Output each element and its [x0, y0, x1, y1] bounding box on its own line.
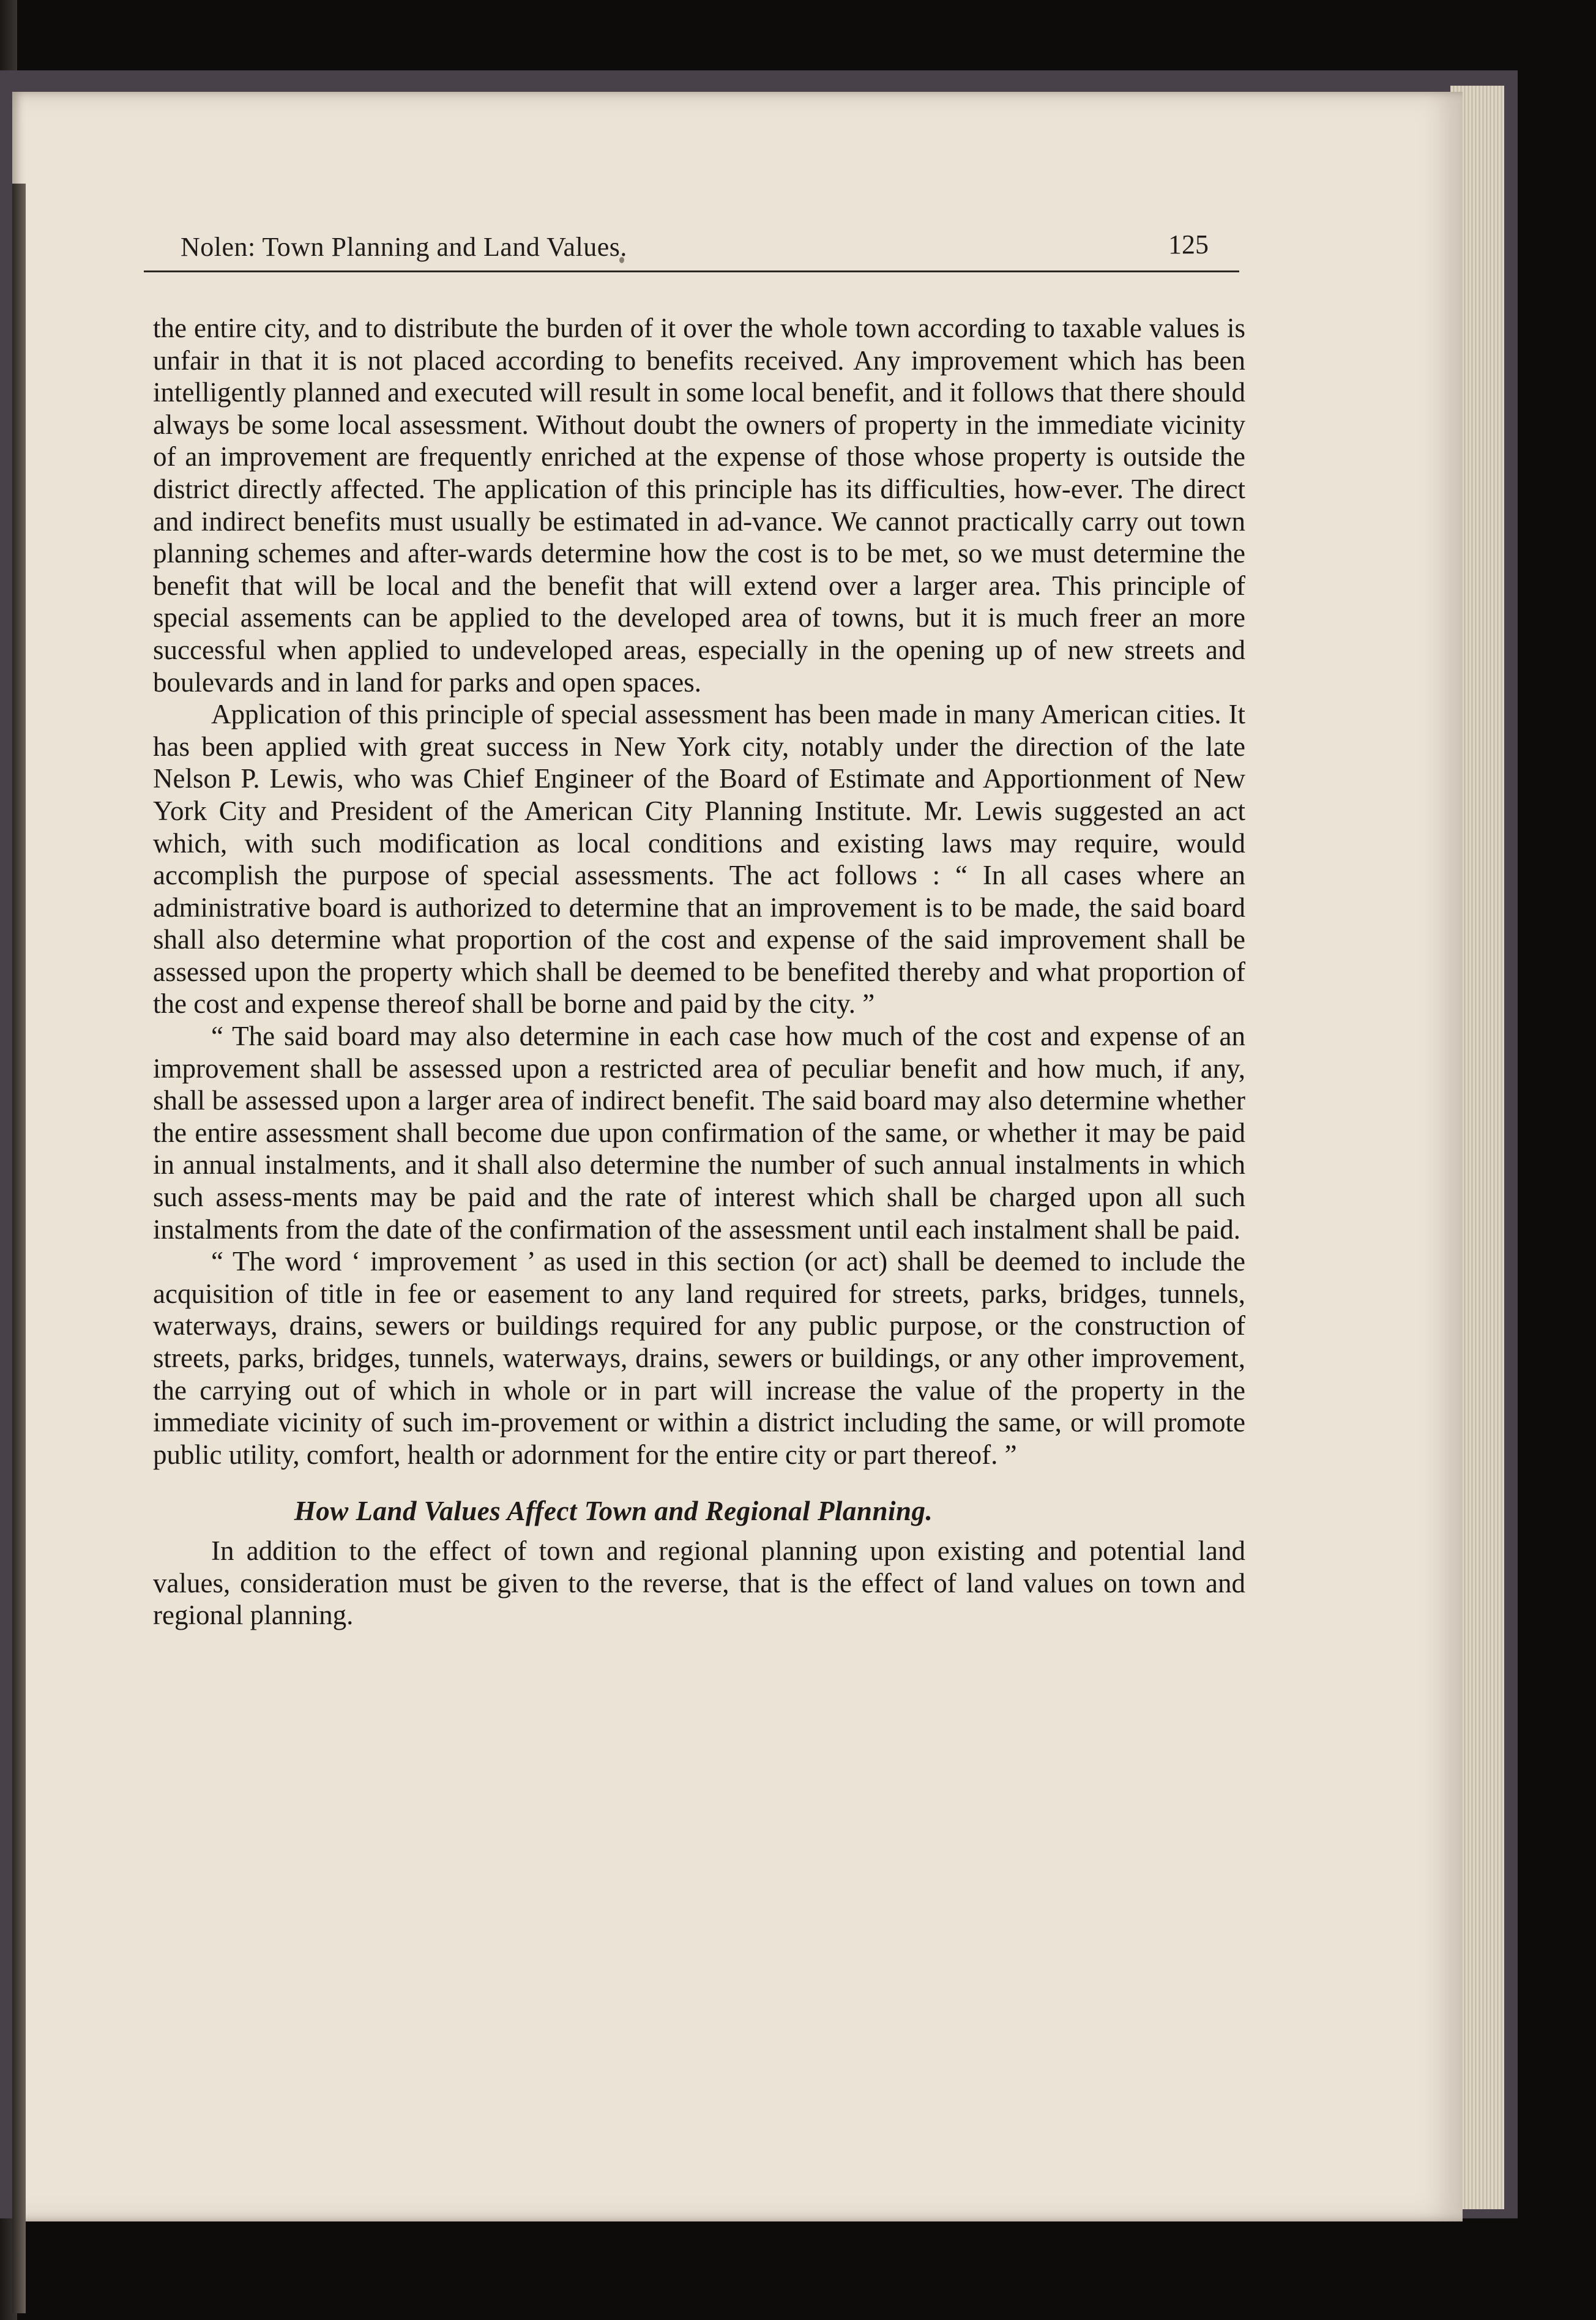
page-header — [144, 231, 1239, 272]
paragraph: “ The said board may also determine in each case how much of the cost and expense of an improvement shall be assessed upon a restricted area of peculiar benefit and how much, if any, shall be assessed upon a larger area of indirect benefit. The said board may also determine whether the entire assessment shall become due upon confirmation of the same, or whether it may be paid in annual instalments, and it shall also determine the number of such annual instalments in which such assess-ments may be paid and the rate of interest which shall be charged upon all such instalments from the date of the confirmation of the assessment until each instalment shall be paid. — [153, 1021, 1245, 1245]
paragraph: Application of this principle of special assessment has been made in many American cities. It has been applied with great success in New York city, notably under the direction of the late Nelson P. Lewis, who was Chief Engineer of the Board of Estimate and Apportionment of New York City and President of the American City Planning Institute. Mr. Lewis suggested an act which, with such modification as local conditions and existing laws may require, would accomplish the purpose of special assessments. The act follows : “ In all cases where an administrative board is authorized to determine that an improvement is to be made, the said board shall also determine what proportion of the cost and expense of the said improvement shall be assessed upon the property which shall be deemed to be benefited thereby and what proportion of the cost and expense thereof shall be borne and paid by the city. ” — [153, 699, 1245, 1020]
page-number: 125 — [1168, 229, 1209, 259]
body-text — [153, 312, 1245, 1632]
paragraph: “ The word ‘ improvement ’ as used in this section (or act) shall be deemed to include the acquisition of title in fee or easement to any land required for streets, parks, bridges, tunnels, waterways, drains, sewers or buildings required for any public purpose, or the construction of streets, parks, bridges, tunnels, waterways, drains, sewers or buildings, or any other improvement, the carrying out of which in whole or in part will increase the value of the property in the immediate vicinity of such im-provement or within a district including the same, or will promote public utility, comfort, health or adornment for the entire city or part thereof. ” — [153, 1246, 1245, 1470]
section-heading: How Land Values Affect Town and Regional Planning. — [294, 1496, 933, 1527]
running-head: Nolen: Town Planning and Land Values. — [181, 232, 627, 262]
paragraph: In addition to the effect of town and regional planning upon existing and potential land values, consideration must be given to the reverse, that is the effect of land values on town and regional planning. — [153, 1535, 1245, 1631]
page-gutter — [12, 184, 26, 2313]
paragraph: the entire city, and to distribute the burden of it over the whole town according to taxable values is unfair in that it is not placed according to benefits received. Any improvement which has been intelligently planned and executed will result in some local benefit, and it follows that there should always be some local assessment. Without doubt the owners of property in the immediate vicinity of an improvement are frequently enriched at the expense of those whose property is outside the district directly affected. The application of this principle has its difficulties, how-ever. The direct and indirect benefits must usually be estimated in ad-vance. We cannot practically carry out town planning schemes and after-wards determine how the cost is to be met, so we must determine the benefit that will be local and the benefit that will extend over a larger area. This principle of special assements can be applied to the developed area of towns, but it is much freer an more successful when applied to undeveloped areas, especially in the opening up of new streets and boulevards and in land for parks and open spaces. — [153, 313, 1245, 698]
